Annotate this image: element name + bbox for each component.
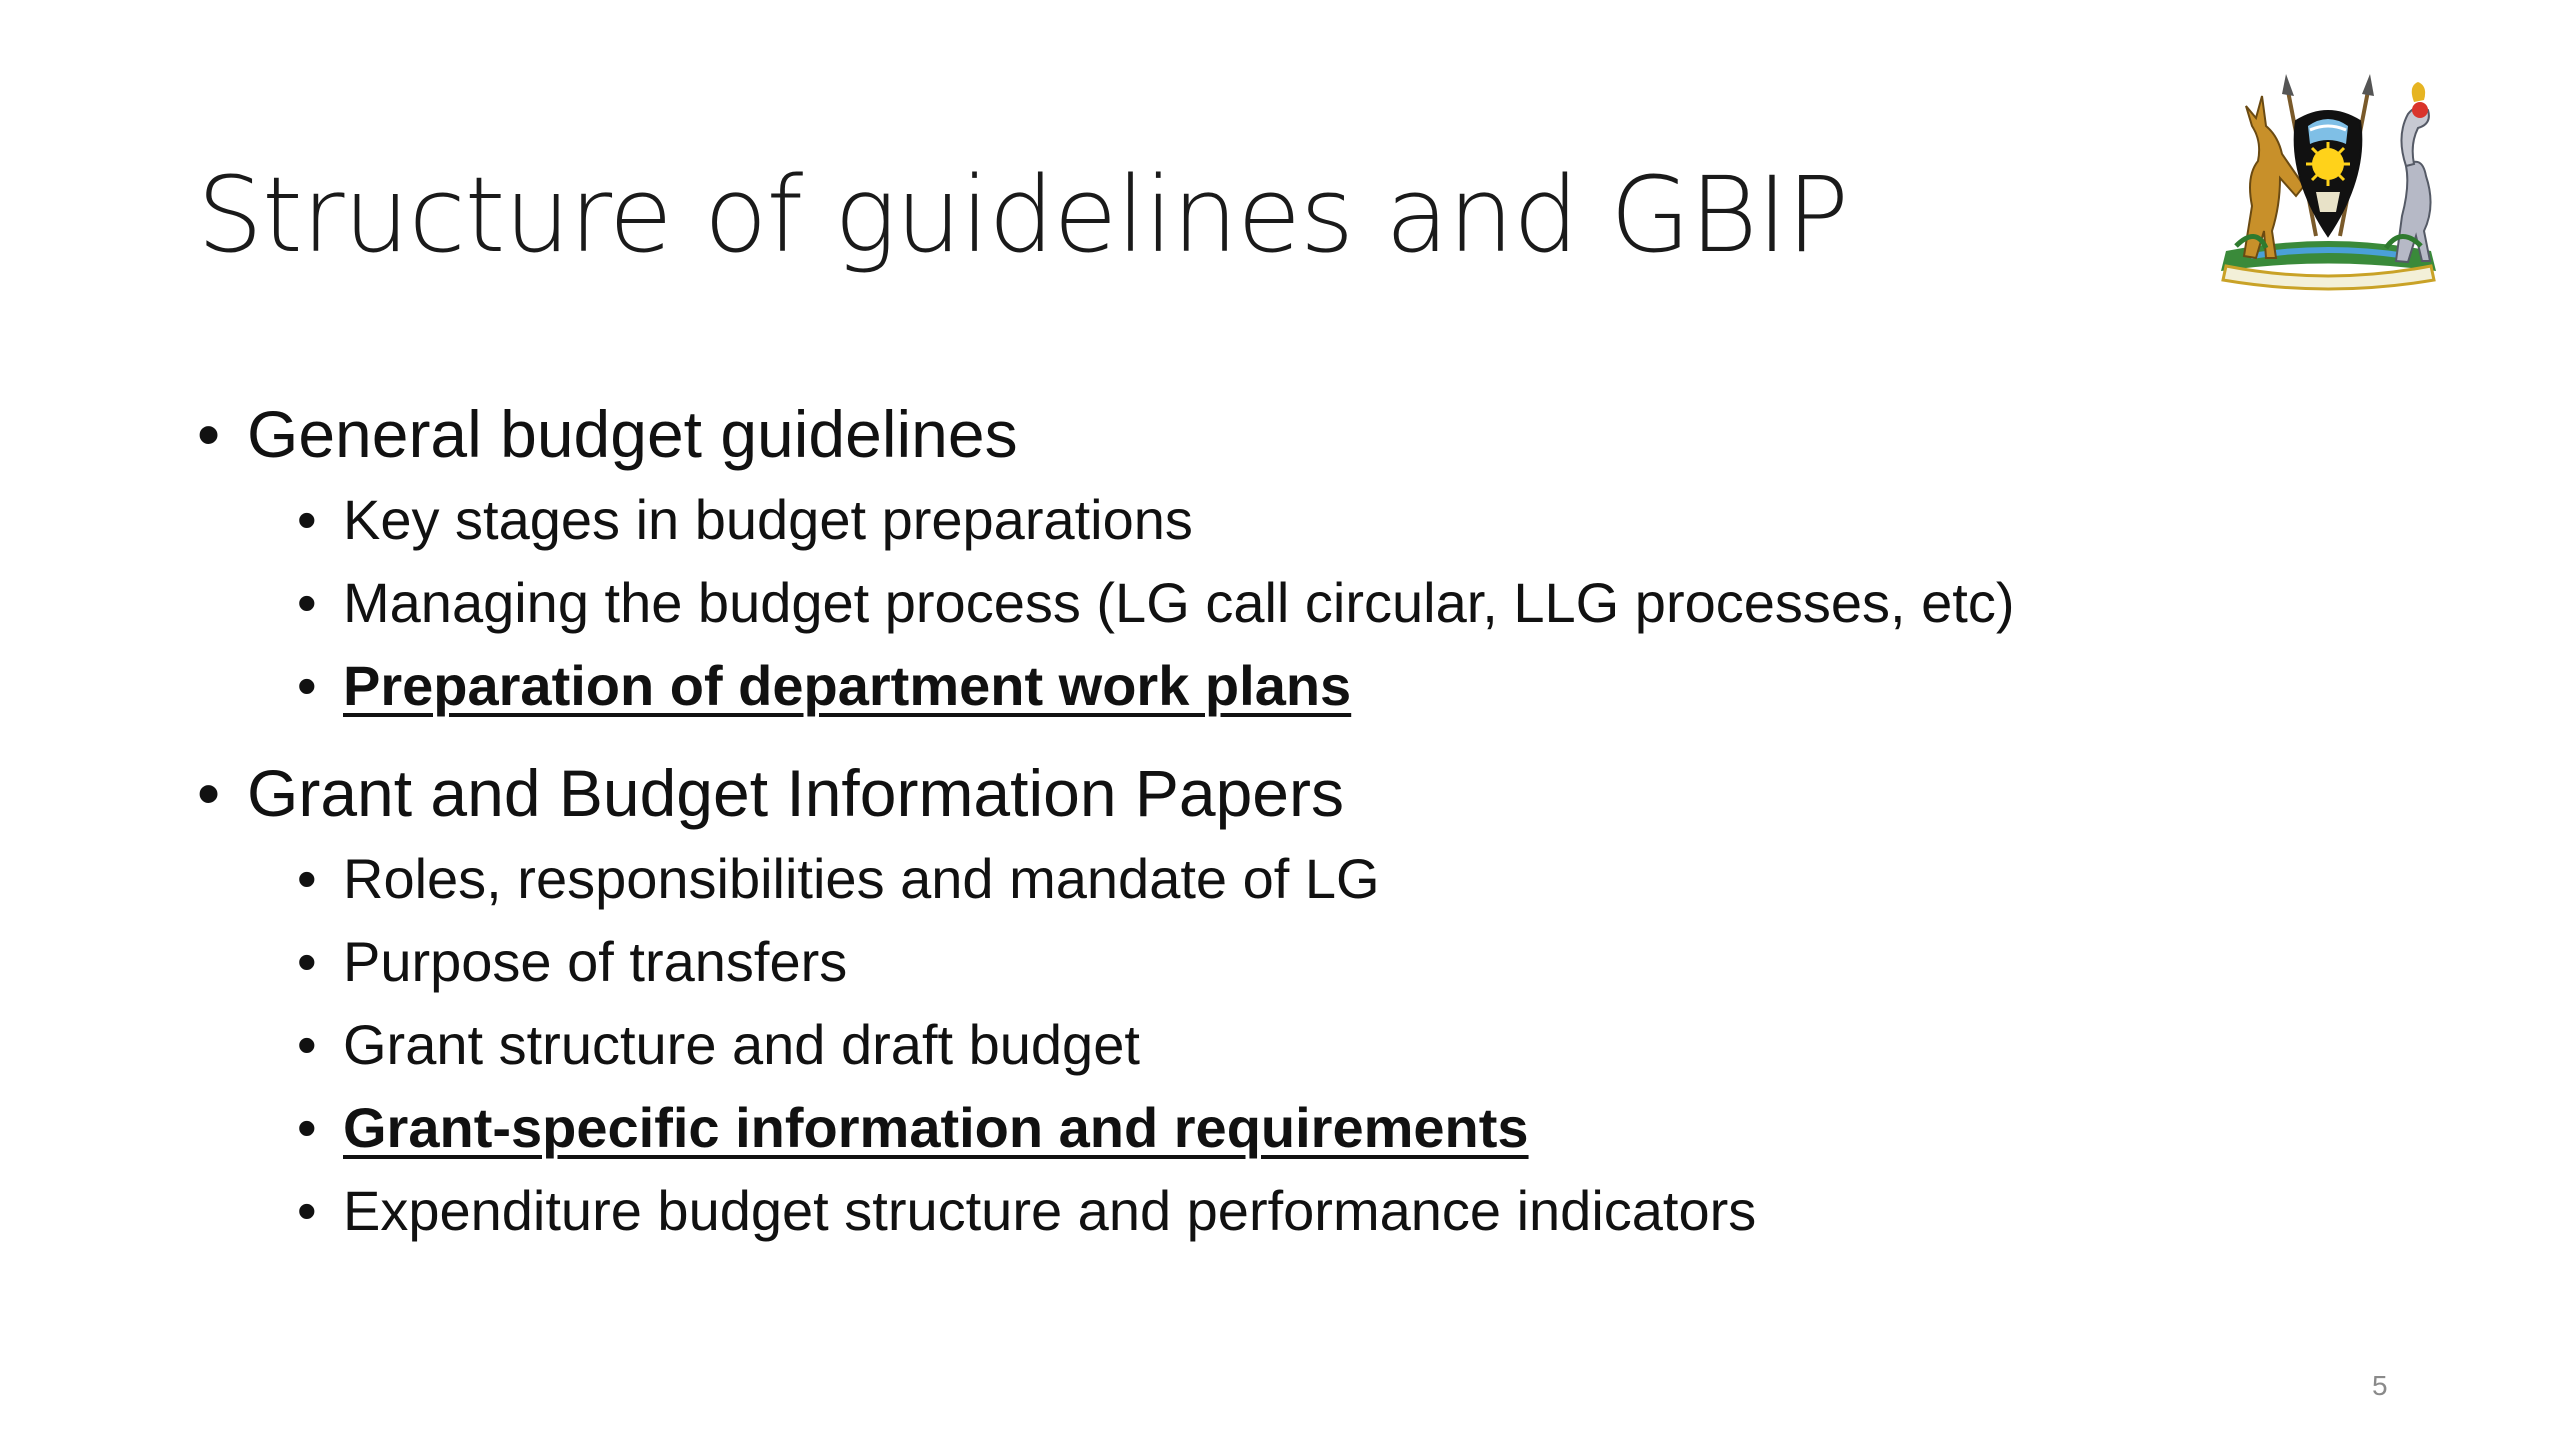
list-item-label: Roles, responsibilities and mandate of LG [343, 847, 1380, 910]
bullet-icon: • [297, 1096, 317, 1159]
list-item [297, 1169, 2397, 1252]
list-item-label: Managing the budget process (LG call circular, LLG processes, etc) [343, 571, 2015, 634]
bullet-icon: • [197, 756, 221, 830]
list-item-emphasized [297, 644, 2397, 727]
bullet-icon: • [297, 571, 317, 634]
section-label: Grant and Budget Information Papers [247, 756, 1344, 830]
list-item-label: Grant structure and draft budget [343, 1013, 1140, 1076]
list-item [297, 837, 2397, 920]
slide-title: Structure of guidelines and GBIP [197, 154, 1849, 276]
list-item [297, 1003, 2397, 1086]
sub-list [297, 837, 2397, 1252]
list-item [297, 478, 2397, 561]
bullet-icon: • [297, 1013, 317, 1076]
uganda-coat-of-arms-icon [2196, 66, 2461, 296]
list-item-emphasized [297, 1086, 2397, 1169]
bullet-icon: • [297, 1179, 317, 1242]
list-item-label: Grant-specific information and requirements [343, 1096, 1529, 1159]
list-item [297, 561, 2397, 644]
bullet-content [197, 390, 2397, 1274]
list-item-label: Preparation of department work plans [343, 654, 1352, 717]
list-item-label: Expenditure budget structure and performance indicators [343, 1179, 1757, 1242]
list-item-label: Purpose of transfers [343, 930, 848, 993]
bullet-icon: • [297, 930, 317, 993]
bullet-icon: • [197, 397, 221, 471]
section-general-budget-guidelines [197, 390, 2397, 478]
list-item-label: Key stages in budget preparations [343, 488, 1193, 551]
section-grant-and-budget-information-papers [197, 749, 2397, 837]
bullet-icon: • [297, 488, 317, 551]
section-label: General budget guidelines [247, 397, 1018, 471]
sub-list [297, 478, 2397, 727]
bullet-icon: • [297, 654, 317, 717]
bullet-icon: • [297, 847, 317, 910]
page-number: 5 [2372, 1370, 2388, 1401]
list-item [297, 920, 2397, 1003]
